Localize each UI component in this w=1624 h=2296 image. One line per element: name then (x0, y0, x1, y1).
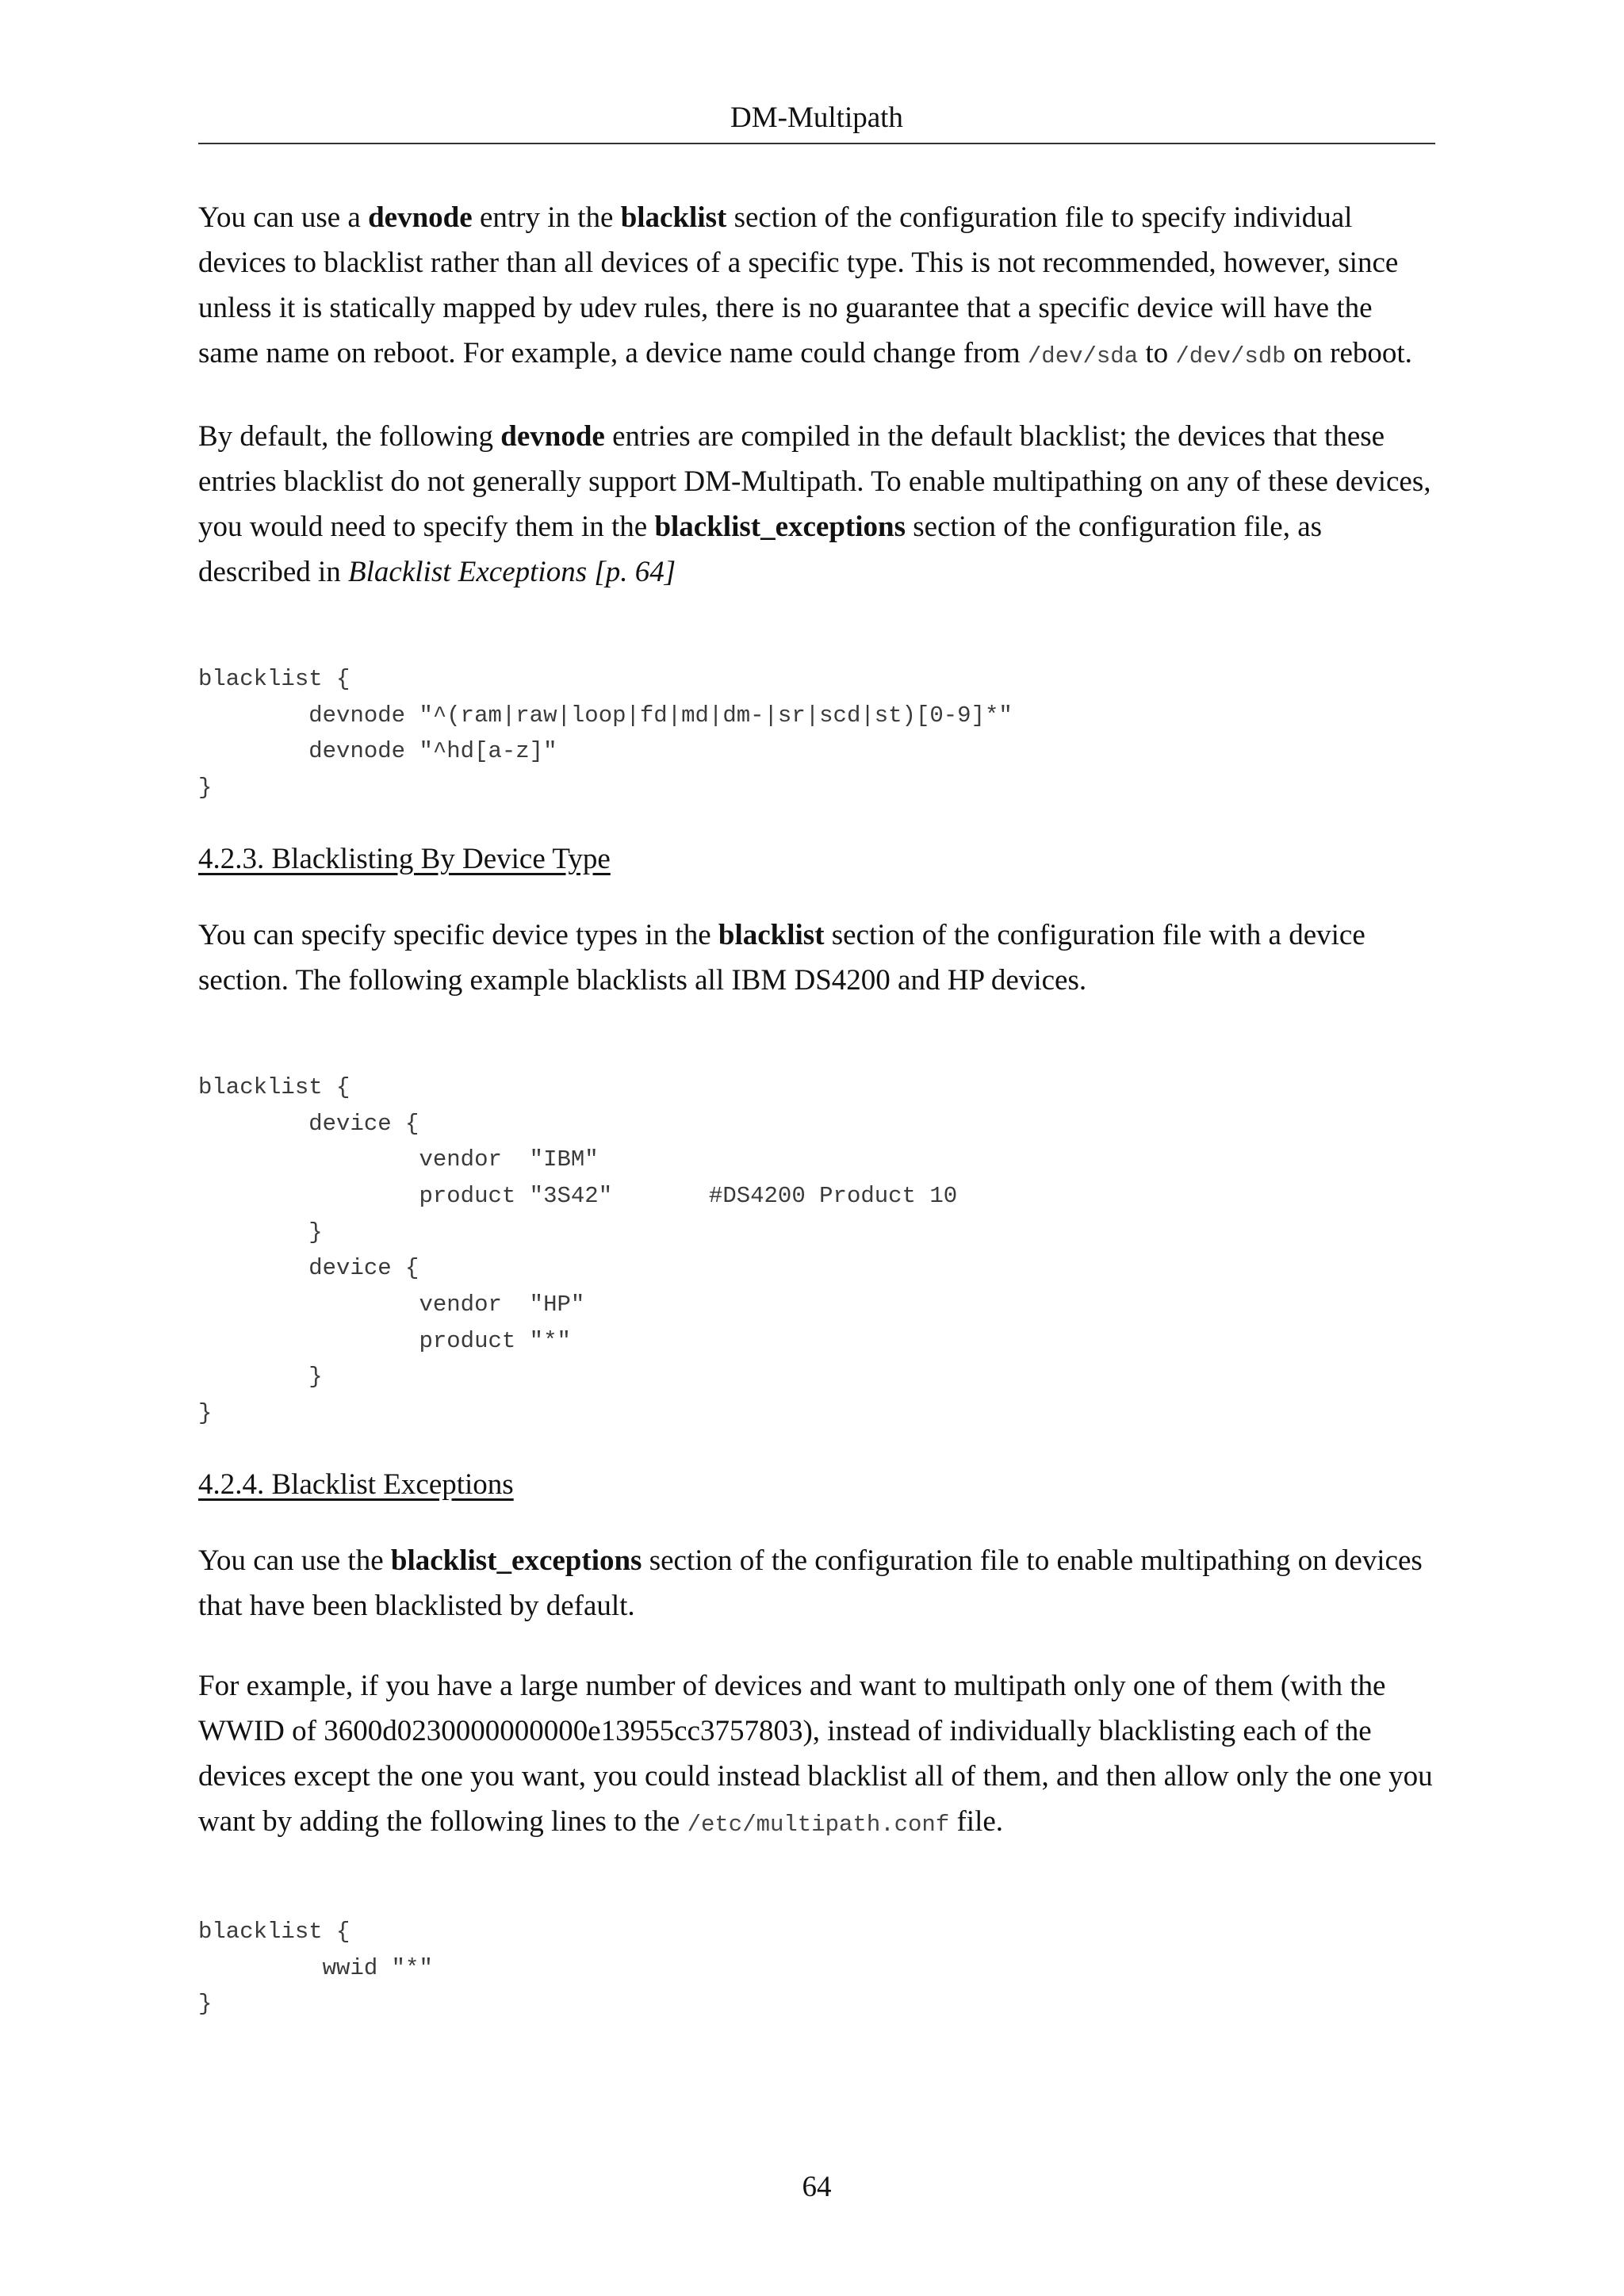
code-block-default-devnode: blacklist { devnode "^(ram|raw|loop|fd|md|dm-|sr|scd|st)[0-9]*" devnode "^hd[a-z]" } (198, 666, 1013, 802)
page-body (198, 195, 1435, 2057)
section-heading-blacklist-exceptions: 4.2.4. Blacklist Exceptions (198, 1468, 514, 1501)
text-run: You can use the (198, 1544, 391, 1577)
header-rule (198, 143, 1435, 144)
keyword-blacklist-exceptions: blacklist_exceptions (390, 1544, 642, 1577)
keyword-blacklist-exceptions: blacklist_exceptions (654, 511, 906, 543)
text-run: entries are compiled in the default blacklist; the devices that these entries blacklist do not generally support DM-Multipath. To enable multipathing on any of these devices, you would need to specify them in the (198, 420, 1431, 543)
text-run: section of the configuration file to enable multipathing on devices that have been blacklisted by default. (198, 1544, 1423, 1622)
paragraph-devnode-entry (198, 195, 1435, 379)
text-run: section of the configuration file with a device section. The following example blacklists all IBM DS4200 and HP devices. (198, 918, 1365, 997)
inline-code-dev-sda: /dev/sda (1027, 343, 1139, 369)
keyword-blacklist: blacklist (620, 201, 727, 234)
inline-code-multipath-conf: /etc/multipath.conf (687, 1811, 950, 1838)
paragraph-device-types (198, 913, 1435, 1003)
text-run: section of the configuration file, as described in (198, 511, 1323, 588)
text-run: file. (949, 1804, 1004, 1838)
text-run: entry in the (472, 201, 621, 234)
keyword-devnode: devnode (500, 420, 605, 453)
text-run: For example, if you have a large number of devices and want to multipath only one of them (with the WWID of 3600d0230000000000e13955cc3757803), instead of individually blacklisting each of the devices except the one you want, you could instead blacklist all of them, and then allow only the one you want by adding the following lines to the (198, 1669, 1433, 1838)
inline-code-dev-sdb: /dev/sdb (1175, 343, 1286, 369)
text-run: You can use a (198, 201, 369, 234)
keyword-blacklist: blacklist (718, 918, 825, 951)
text-run: section of the configuration file to specify individual devices to blacklist rather than all devices of a specific type. This is not recommended, however, since unless it is statically mapped by udev rules, there is no guarantee that a specific device will have the same name on reboot. For example, a device name could change from (198, 201, 1399, 369)
section-heading-blacklisting-by-device-type: 4.2.3. Blacklisting By Device Type (198, 842, 611, 875)
text-run: on reboot. (1285, 337, 1412, 369)
paragraph-blacklist-exceptions (198, 1538, 1435, 1628)
text-run: to (1138, 337, 1176, 369)
cross-reference-link[interactable]: Blacklist Exceptions [p. 64] (348, 556, 676, 588)
page-number: 64 (802, 2171, 832, 2203)
document-page (198, 0, 1435, 2296)
paragraph-wwid-example (198, 1663, 1435, 1847)
text-run: You can specify specific device types in the (198, 918, 718, 951)
running-header: DM-Multipath (730, 101, 903, 134)
text-run: By default, the following (198, 420, 501, 453)
code-block-device-types: blacklist { device { vendor "IBM" product "3S42" #DS4200 Product 10 } device { vendor "HP" product "*" } } (198, 1073, 958, 1427)
keyword-devnode: devnode (368, 201, 473, 234)
code-block-wwid-wildcard: blacklist { wwid "*" } (198, 1918, 433, 2018)
paragraph-default-devnode-entries (198, 414, 1435, 595)
